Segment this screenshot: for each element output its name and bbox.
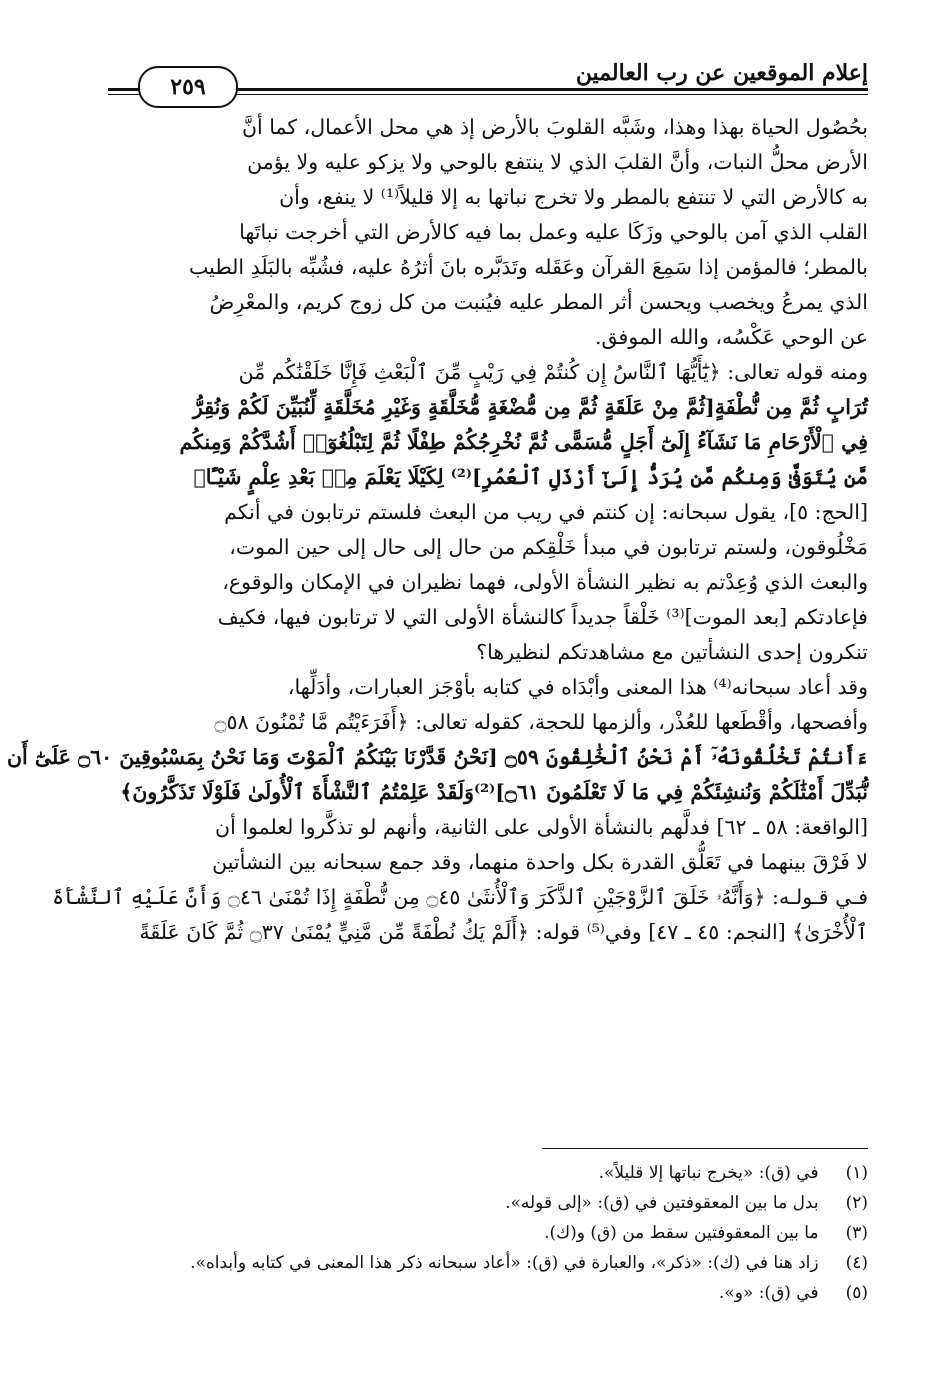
footnote-number: (٥) [845, 1283, 868, 1303]
footnote-number: (٢) [845, 1193, 868, 1213]
text-line: تنكرون إحدى النشأتين مع مشاهدتكم لنظيرها؟ [476, 640, 868, 664]
text-line: وأفصحها، وأقْطَعها للعُذْر، وألزمها للحجة، كقوله تعالى: ﴿أَفَرَءَيْتُم مَّا تُمْنُونَ ۝٥٨ [214, 710, 868, 734]
text-line: وقد أعاد سبحانه⁽⁴⁾ هذا المعنى وأبْدَاه في كتابه بأوْجَز العبارات، وأدَلِّها، [287, 675, 868, 699]
page-header [108, 58, 868, 102]
text-line: بالمطر؛ فالمؤمن إذا سَمِعَ القرآن وعَقَله وتَدَبَّره بانَ أثرُهُ عليه، فشُبِّه بالبَلَدِ الطيب [189, 255, 868, 279]
quran-line: فِي ٱلْأَرْحَامِ مَا نَشَآءُ إِلَىٰٓ أَجَلٍ مُّسَمًّى ثُمَّ نُخْرِجُكُمْ طِفْلًا ثُمَّ لِتَبْلُغُوٓا۟ أَشُدَّكُمْ وَمِنكُم [179, 430, 868, 454]
text-line: والبعث الذي وُعِدْتم به نظير النشأة الأولى، فهما نظيران في الإمكان والوقوع، [222, 570, 868, 594]
quran-line: مَّن يُتَوَفَّىٰ وَمِنكُم مَّن يُرَدُّ إِلَىٰٓ أَرْذَلِ ٱلْعُمُرِ]⁽²⁾ لِكَيْلَا يَعْلَمَ مِنۢ بَعْدِ عِلْمٍ شَيْـًٔا﴾ [193, 465, 868, 489]
footnote-text: في (ق): «يخرج نباتها إلا قليلاً». [598, 1163, 819, 1183]
text-line: فـي قـولـه: ﴿وَأَنَّهُۥ خَلَقَ ٱلزَّوْجَيْنِ ٱلذَّكَرَ وَٱلْأُنثَىٰ ۝٤٥ مِن نُّطْفَةٍ إِذَا تُمْنَىٰ ۝٤٦ وَأَنَّ عَلَيْهِ ٱلنَّشْأَةَ [52, 885, 868, 909]
footnotes [108, 1158, 868, 1308]
footnote-text: زاد هنا في (ك): «ذكر»، والعبارة في (ق): «أعاد سبحانه ذكر هذا المعنى في كتابه وأبداه». [190, 1253, 819, 1273]
footnote [108, 1188, 868, 1218]
footnote [108, 1158, 868, 1188]
text-line: فإعادتكم [بعد الموت]⁽³⁾ خَلْقاً جديداً كالنشأة الأولى التي لا ترتابون فيها، فكيف [217, 605, 868, 629]
footnote-number: (٤) [845, 1253, 868, 1273]
text-line: [الواقعة: ٥٨ ـ ٦٢] فدلَّهم بالنشأة الأولى على الثانية، وأنهم لو تذكَّروا لعلموا أن [215, 815, 868, 839]
text-line: ومنه قوله تعالى: ﴿يَٰٓأَيُّهَا ٱلنَّاسُ إِن كُنتُمْ فِي رَيْبٍ مِّنَ ٱلْبَعْثِ فَإِنَّا خَلَقْنَٰكُم مِّن [238, 360, 868, 384]
quran-line: نُّبَدِّلَ أَمْثَٰلَكُمْ وَنُنشِئَكُمْ فِي مَا لَا تَعْلَمُونَ ۝٦١]⁽²⁾وَلَقَدْ عَلِمْتُمُ ٱلنَّشْأَةَ ٱلْأُولَىٰ فَلَوْلَا تَذَكَّرُونَ﴾ [120, 780, 868, 804]
footnote-text: في (ق): «و». [718, 1283, 819, 1303]
text-line: القلب الذي آمن بالوحي وزَكَا عليه وعمل بما فيه كالأرض التي أخرجت نباتَها [239, 220, 868, 244]
footnote [108, 1278, 868, 1308]
quran-line: تُرَابٍ ثُمَّ مِن نُّطْفَةٍ[ثُمَّ مِنْ عَلَقَةٍ ثُمَّ مِن مُّضْغَةٍ مُّخَلَّقَةٍ وَغَيْرِ مُخَلَّقَةٍ لِّنُبَيِّنَ لَكُمْ وَنُقِرُّ [192, 395, 868, 419]
footnote-number: (١) [845, 1163, 868, 1183]
quran-line: ءَأَنتُمْ تَخْلُقُونَهُۥٓ أَمْ نَحْنُ ٱلْخَٰلِقُونَ ۝٥٩ [نَحْنُ قَدَّرْنَا بَيْنَكُمُ ٱلْمَوْتَ وَمَا نَحْنُ بِمَسْبُوقِينَ ۝٦٠ عَلَىٰٓ أَن [6, 745, 868, 769]
text-line: [الحج: ٥]، يقول سبحانه: إن كنتم في ريب من البعث فلستم ترتابون في أنكم [224, 500, 868, 524]
footnote [108, 1248, 868, 1278]
text-line: بحُصُول الحياة بهذا وهذا، وشَبَّه القلوبَ بالأرض إذ هي محل الأعمال، كما أنَّ [241, 115, 868, 139]
text-line: ٱلْأُخْرَىٰ﴾ [النجم: ٤٥ ـ ٤٧] وفي⁽⁵⁾ قوله: ﴿أَلَمْ يَكُ نُطْفَةً مِّن مَّنِيٍّ يُمْنَىٰ ۝٣٧ ثُمَّ كَانَ عَلَقَةً [139, 920, 868, 944]
footnote-text: ما بين المعقوفتين سقط من (ق) و(ك). [544, 1223, 819, 1243]
text-line: عن الوحي عَكْسُه، والله الموفق. [594, 325, 868, 349]
running-title: إعلام الموقعين عن رب العالمين [575, 60, 868, 86]
footnote-number: (٣) [845, 1223, 868, 1243]
text-line: الأرض محلُّ النبات، وأنَّ القلبَ الذي لا ينتفع بالوحي ولا يزكو عليه ولا يؤمن [247, 150, 868, 174]
text-line: الذي يمرعُ ويخصب ويحسن أثر المطر عليه فيُنبت من كل زوج كريم، والمعْرِضُ [209, 290, 868, 314]
page-number-badge: ٢٥٩ [138, 66, 238, 108]
main-text [6, 110, 868, 950]
text-line: به كالأرض التي لا تنتفع بالمطر ولا تخرج نباتها به إلا قليلاً⁽¹⁾ لا ينفع، وأن [279, 185, 868, 209]
footnote-text: بدل ما بين المعقوفتين في (ق): «إلى قوله». [505, 1193, 819, 1213]
text-line: لا فَرْقَ بينهما في تَعَلُّق القدرة بكل واحدة منهما، وقد جمع سبحانه بين النشأتين [212, 850, 868, 874]
footnote-separator [542, 1148, 868, 1149]
footnote [108, 1218, 868, 1248]
text-line: مَخْلُوقون، ولستم ترتابون في مبدأ خَلْقِكم من حال إلى حال إلى حين الموت، [229, 535, 868, 559]
